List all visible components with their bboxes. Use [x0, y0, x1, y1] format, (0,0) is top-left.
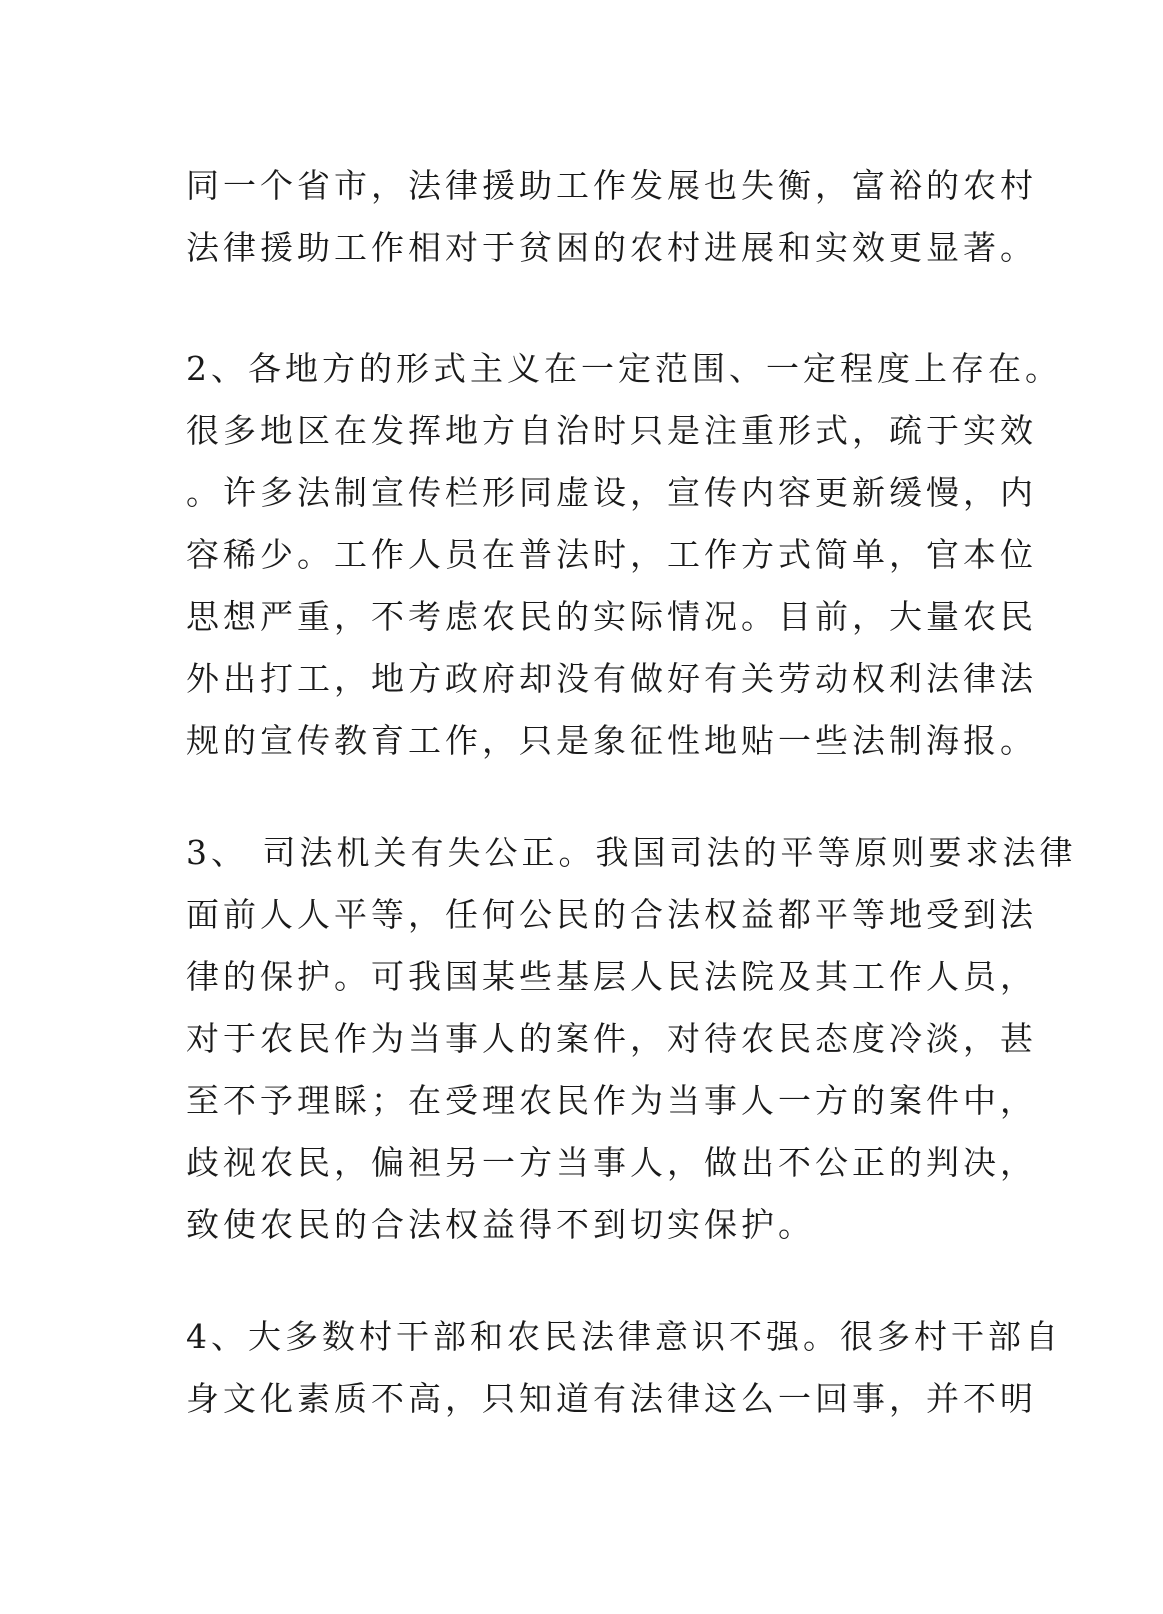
text-line: 歧视农民，偏袒另一方当事人，做出不公正的判决， — [186, 1143, 1037, 1182]
text-line: 对于农民作为当事人的案件，对待农民态度冷淡，甚 — [186, 1019, 1037, 1058]
text-line: 同一个省市，法律援助工作发展也失衡，富裕的农村 — [186, 166, 1037, 205]
text-line: 2、各地方的形式主义在一定范围、一定程度上存在。 — [186, 349, 1062, 388]
paragraph-2 — [186, 338, 1062, 772]
text-line: 身文化素质不高，只知道有法律这么一回事，并不明 — [186, 1379, 1037, 1418]
text-line: 至不予理睬；在受理农民作为当事人一方的案件中， — [186, 1081, 1037, 1120]
text-line: 容稀少。工作人员在普法时，工作方式简单，官本位 — [186, 535, 1037, 574]
paragraph-4 — [186, 1306, 1062, 1430]
text-line: 面前人人平等，任何公民的合法权益都平等地受到法 — [186, 895, 1037, 934]
text-line: 致使农民的合法权益得不到切实保护。 — [186, 1205, 815, 1244]
paragraph-3 — [186, 822, 1077, 1256]
text-line: 律的保护。可我国某些基层人民法院及其工作人员， — [186, 957, 1037, 996]
text-line: 外出打工，地方政府却没有做好有关劳动权利法律法 — [186, 659, 1037, 698]
text-line: 思想严重，不考虑农民的实际情况。目前，大量农民 — [186, 597, 1037, 636]
text-line: 规的宣传教育工作，只是象征性地贴一些法制海报。 — [186, 721, 1037, 760]
text-line: 很多地区在发挥地方自治时只是注重形式，疏于实效 — [186, 411, 1037, 450]
text-line: 。许多法制宣传栏形同虚设，宣传内容更新缓慢，内 — [186, 473, 1037, 512]
text-line: 3、 司法机关有失公正。我国司法的平等原则要求法律 — [186, 833, 1077, 872]
text-line: 4、大多数村干部和农民法律意识不强。很多村干部自 — [186, 1317, 1062, 1356]
paragraph-1 — [186, 155, 1037, 279]
text-line: 法律援助工作相对于贫困的农村进展和实效更显著。 — [186, 228, 1037, 267]
